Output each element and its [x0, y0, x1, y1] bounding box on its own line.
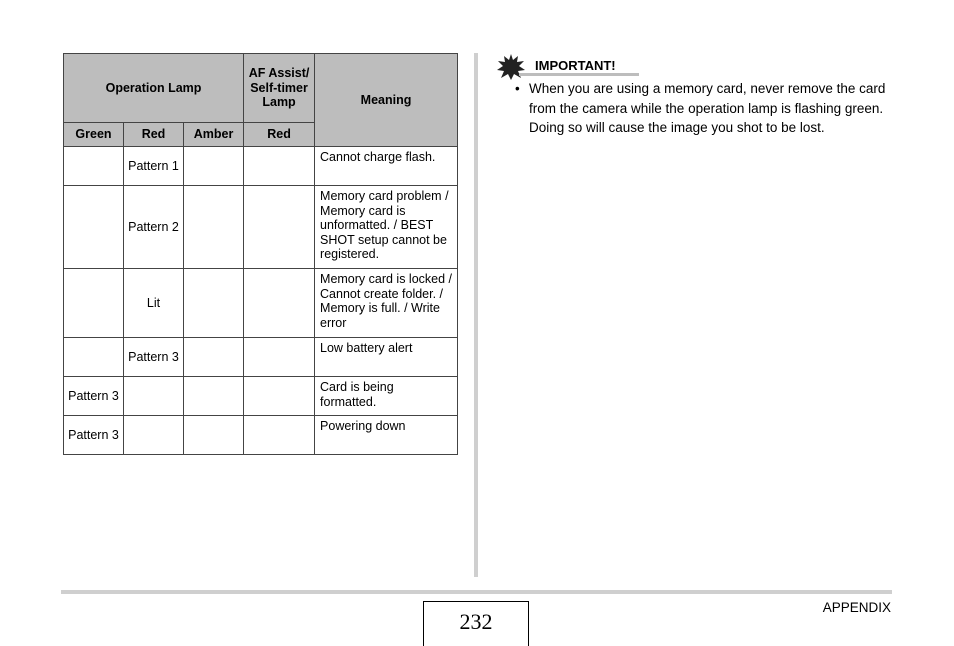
cell-green: Pattern 3: [64, 416, 124, 455]
cell-red: Pattern 2: [124, 186, 184, 269]
cell-green: [64, 186, 124, 269]
cell-meaning: Powering down: [315, 416, 458, 455]
cell-amber: [184, 186, 244, 269]
cell-green: Pattern 3: [64, 377, 124, 416]
cell-meaning: Memory card problem / Memory card is unformatted. / BEST SHOT setup cannot be registered.: [315, 186, 458, 269]
cell-af: [244, 416, 315, 455]
important-bullet-list: [515, 79, 895, 138]
header-af-assist: AF Assist/ Self-timer Lamp: [244, 54, 315, 123]
cell-amber: [184, 377, 244, 416]
cell-green: [64, 338, 124, 377]
important-underline: [519, 73, 639, 76]
starburst-icon: [497, 54, 525, 80]
header-amber: Amber: [184, 123, 244, 147]
table-row: [64, 377, 458, 416]
header-operation-lamp: Operation Lamp: [64, 54, 244, 123]
cell-meaning: Memory card is locked / Cannot create folder. / Memory is full. / Write error: [315, 269, 458, 338]
cell-green: [64, 147, 124, 186]
cell-amber: [184, 416, 244, 455]
header-af-red: Red: [244, 123, 315, 147]
table-row: [64, 147, 458, 186]
table-row: [64, 269, 458, 338]
cell-red: Lit: [124, 269, 184, 338]
page-number: 232: [423, 601, 529, 646]
cell-meaning: Cannot charge flash.: [315, 147, 458, 186]
cell-green: [64, 269, 124, 338]
list-item: [515, 79, 895, 138]
table-row: [64, 338, 458, 377]
table-row: [64, 416, 458, 455]
lamp-status-table: [63, 53, 458, 455]
cell-meaning: Low battery alert: [315, 338, 458, 377]
cell-af: [244, 186, 315, 269]
cell-amber: [184, 147, 244, 186]
important-title: IMPORTANT!: [535, 58, 616, 73]
header-red: Red: [124, 123, 184, 147]
cell-red: Pattern 1: [124, 147, 184, 186]
cell-red: [124, 377, 184, 416]
important-note: [497, 54, 897, 136]
header-meaning: Meaning: [315, 54, 458, 147]
cell-meaning: Card is being formatted.: [315, 377, 458, 416]
important-header: [497, 54, 897, 78]
cell-amber: [184, 269, 244, 338]
cell-red: [124, 416, 184, 455]
header-green: Green: [64, 123, 124, 147]
cell-af: [244, 147, 315, 186]
cell-af: [244, 269, 315, 338]
table-row: [64, 186, 458, 269]
cell-amber: [184, 338, 244, 377]
cell-af: [244, 338, 315, 377]
cell-red: Pattern 3: [124, 338, 184, 377]
section-label: APPENDIX: [822, 600, 891, 615]
bullet-text: When you are using a memory card, never remove the card from the camera while the operation lamp is flashing green. Doing so will cause the image you shot to be lost.: [529, 81, 886, 136]
footer-rule: [61, 590, 892, 594]
bullet-icon: •: [515, 81, 520, 96]
cell-af: [244, 377, 315, 416]
column-divider: [474, 53, 478, 577]
